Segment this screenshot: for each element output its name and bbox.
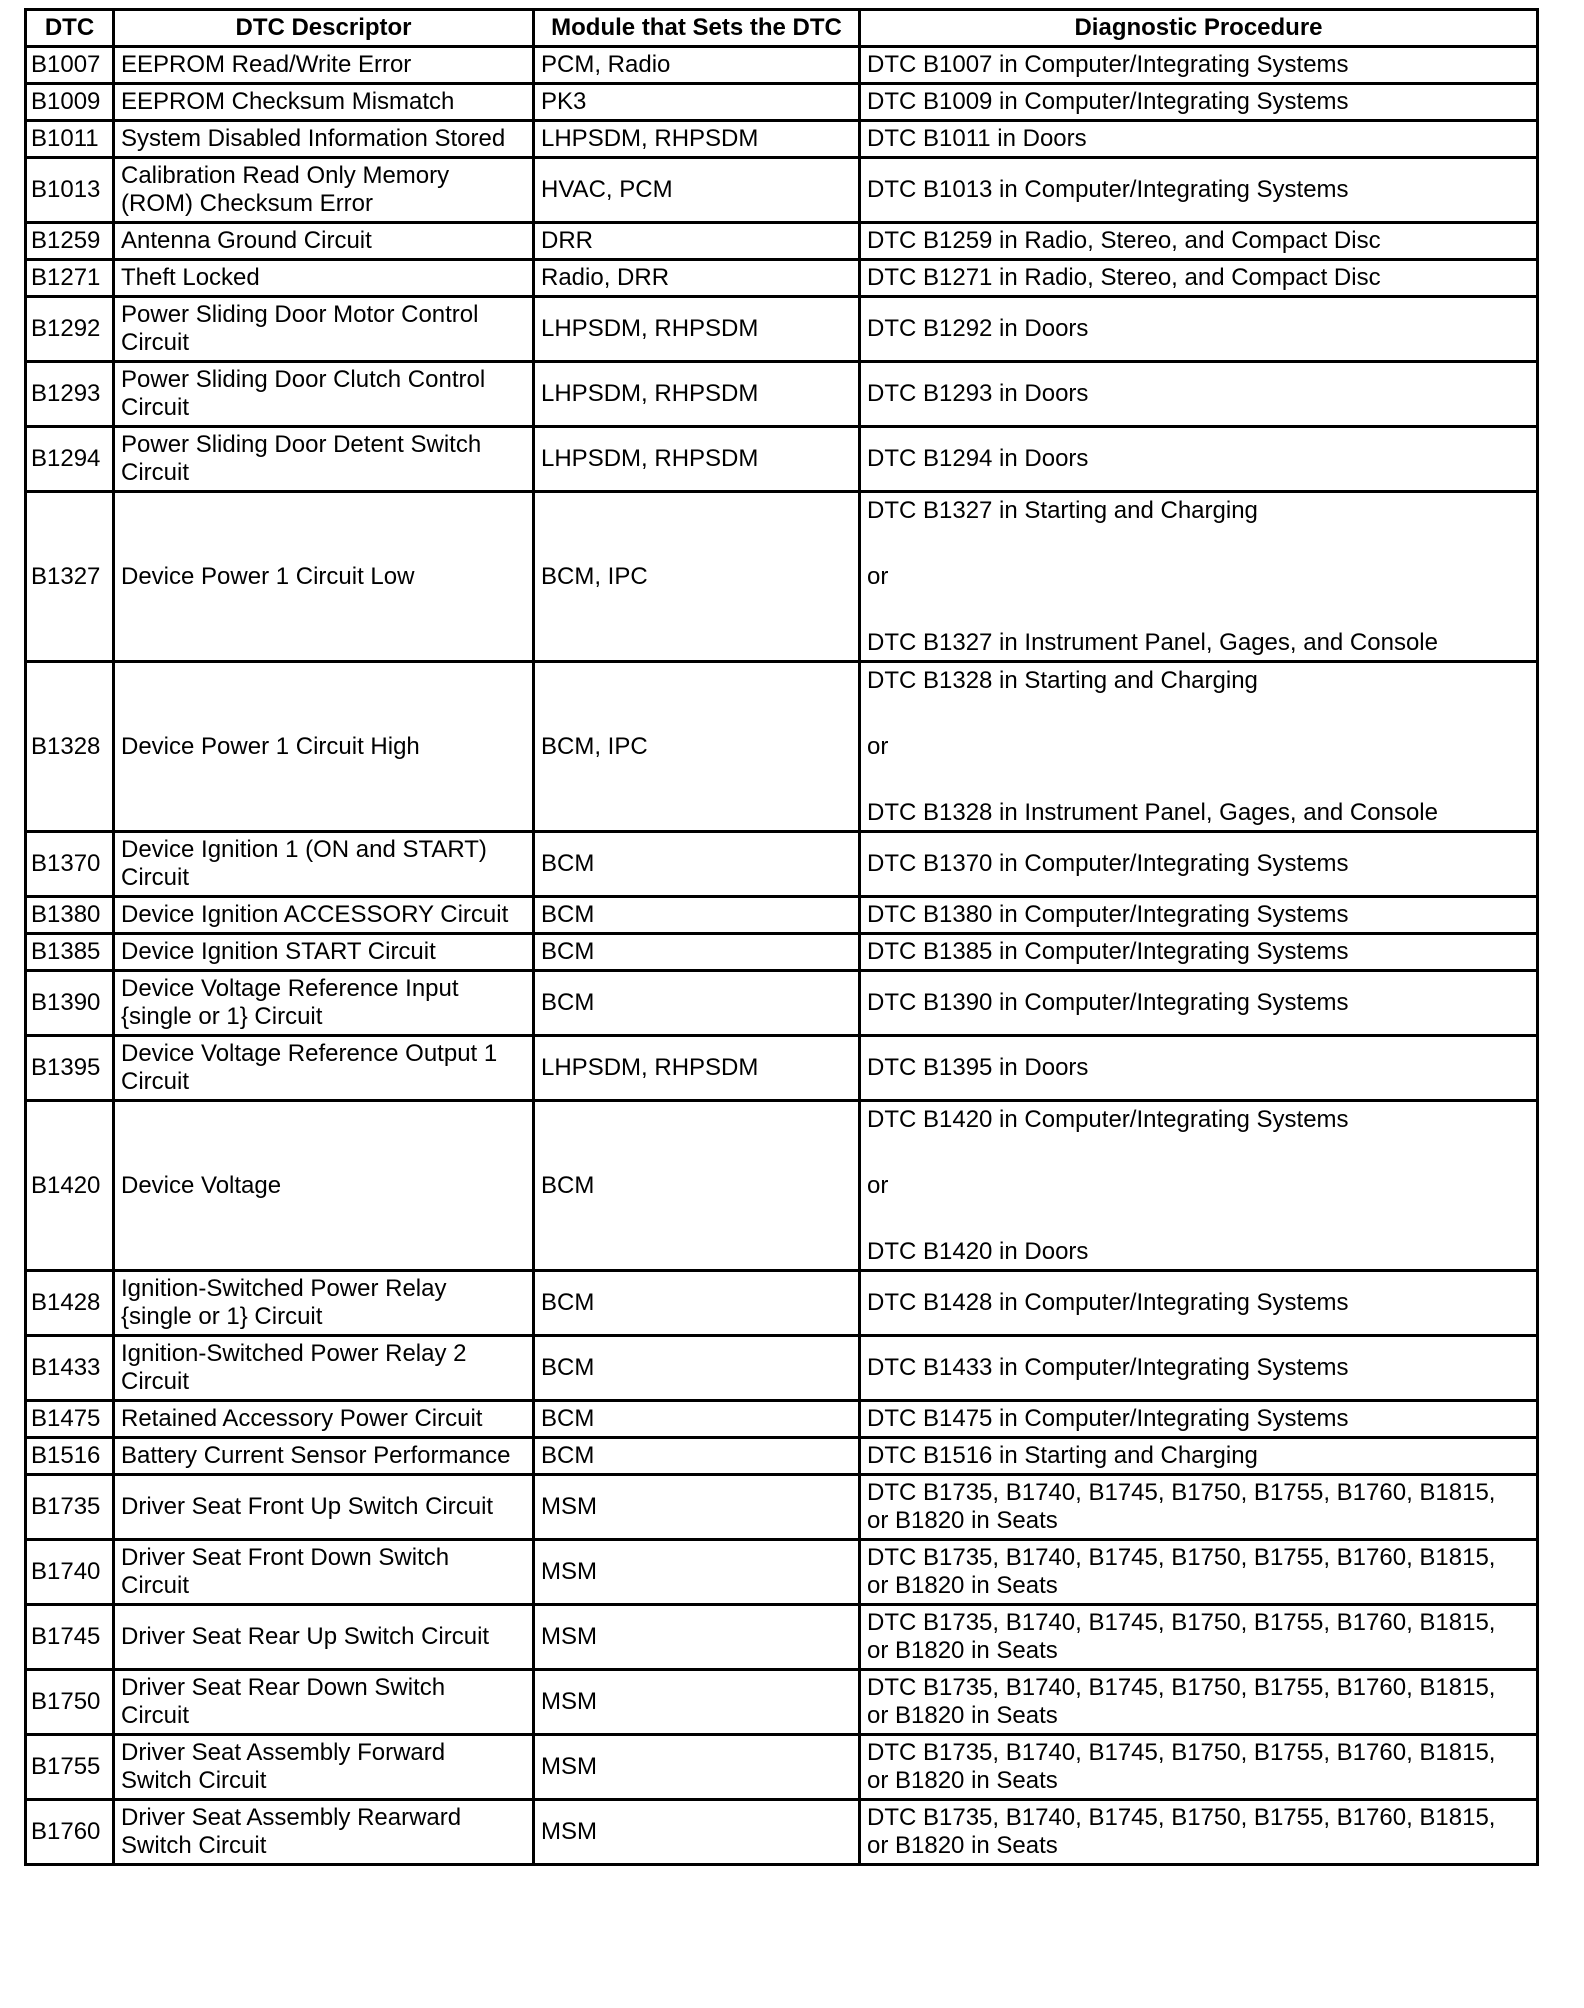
table-row <box>26 1605 1538 1670</box>
procedure-line: DTC B1390 in Computer/Integrating Systems <box>867 989 1349 1016</box>
descriptor-line: Driver Seat Rear Down Switch <box>121 1674 446 1701</box>
header-dtc: DTC <box>26 10 114 47</box>
procedure-line: DTC B1294 in Doors <box>867 445 1089 472</box>
dtc-descriptor-cell <box>114 832 534 897</box>
table-row <box>26 121 1538 158</box>
table-header-row <box>26 10 1538 47</box>
procedure-line: DTC B1735, B1740, B1745, B1750, B1755, B1760, B1815, <box>867 1479 1496 1506</box>
procedure-line: or <box>867 562 889 590</box>
dtc-descriptor-cell <box>114 1401 534 1438</box>
dtc-descriptor-cell <box>114 1438 534 1475</box>
dtc-code-cell: B1009 <box>26 84 114 121</box>
procedure-line: DTC B1259 in Radio, Stereo, and Compact Disc <box>867 227 1381 254</box>
descriptor-line: Driver Seat Front Down Switch <box>121 1544 450 1571</box>
dtc-code-cell: B1271 <box>26 260 114 297</box>
descriptor-line: Circuit <box>121 1572 190 1599</box>
descriptor-line: {single or 1} Circuit <box>121 1303 323 1330</box>
module-cell: LHPSDM, RHPSDM <box>534 297 860 362</box>
module-cell: PK3 <box>534 84 860 121</box>
diagnostic-procedure-cell <box>860 1735 1538 1800</box>
descriptor-line: Driver Seat Assembly Rearward <box>121 1804 462 1831</box>
dtc-descriptor-cell <box>114 297 534 362</box>
module-cell: HVAC, PCM <box>534 158 860 223</box>
table-row <box>26 1540 1538 1605</box>
procedure-line: DTC B1475 in Computer/Integrating Systems <box>867 1405 1349 1432</box>
procedure-line: DTC B1428 in Computer/Integrating Systems <box>867 1289 1349 1316</box>
procedure-line: DTC B1009 in Computer/Integrating Systems <box>867 88 1349 115</box>
table-row <box>26 971 1538 1036</box>
dtc-descriptor-cell <box>114 158 534 223</box>
dtc-code-cell: B1420 <box>26 1101 114 1271</box>
procedure-line: DTC B1013 in Computer/Integrating Systems <box>867 176 1349 203</box>
table-row <box>26 492 1538 662</box>
module-cell: LHPSDM, RHPSDM <box>534 362 860 427</box>
dtc-table <box>24 8 1539 1866</box>
module-cell: BCM, IPC <box>534 492 860 662</box>
diagnostic-procedure-cell <box>860 832 1538 897</box>
procedure-line: DTC B1735, B1740, B1745, B1750, B1755, B1760, B1815, <box>867 1674 1496 1701</box>
descriptor-line: Ignition-Switched Power Relay <box>121 1275 447 1302</box>
dtc-descriptor-cell <box>114 1540 534 1605</box>
module-cell: BCM <box>534 1401 860 1438</box>
procedure-line: or B1820 in Seats <box>867 1767 1058 1794</box>
procedure-line: or B1820 in Seats <box>867 1832 1058 1859</box>
dtc-descriptor-cell <box>114 934 534 971</box>
module-cell: MSM <box>534 1540 860 1605</box>
dtc-code-cell: B1293 <box>26 362 114 427</box>
diagnostic-procedure-cell <box>860 362 1538 427</box>
descriptor-line: Device Power 1 Circuit High <box>121 732 420 760</box>
diagnostic-procedure-cell <box>860 934 1538 971</box>
diagnostic-procedure-cell <box>860 1475 1538 1540</box>
procedure-line: or <box>867 732 889 760</box>
dtc-code-cell: B1428 <box>26 1271 114 1336</box>
module-cell: BCM <box>534 1271 860 1336</box>
descriptor-line: Device Power 1 Circuit Low <box>121 562 415 590</box>
procedure-line: or B1820 in Seats <box>867 1702 1058 1729</box>
table-row <box>26 934 1538 971</box>
diagnostic-procedure-cell <box>860 427 1538 492</box>
procedure-line: DTC B1293 in Doors <box>867 380 1089 407</box>
procedure-line: DTC B1327 in Instrument Panel, Gages, and Console <box>867 628 1438 656</box>
module-cell: BCM <box>534 1438 860 1475</box>
procedure-line: DTC B1011 in Doors <box>867 125 1087 152</box>
module-cell: BCM <box>534 934 860 971</box>
descriptor-line: Power Sliding Door Detent Switch <box>121 431 482 458</box>
table-row <box>26 260 1538 297</box>
descriptor-line: Device Ignition 1 (ON and START) <box>121 836 487 863</box>
descriptor-line: Circuit <box>121 864 190 891</box>
table-row <box>26 1475 1538 1540</box>
descriptor-line: Driver Seat Front Up Switch Circuit <box>121 1493 494 1520</box>
diagnostic-procedure-cell <box>860 1540 1538 1605</box>
dtc-code-cell: B1259 <box>26 223 114 260</box>
descriptor-line: Power Sliding Door Clutch Control <box>121 366 486 393</box>
diagnostic-procedure-cell <box>860 47 1538 84</box>
diagnostic-procedure-cell <box>860 662 1538 832</box>
diagnostic-procedure-cell <box>860 492 1538 662</box>
procedure-line: DTC B1420 in Doors <box>867 1237 1089 1265</box>
diagnostic-procedure-cell <box>860 1438 1538 1475</box>
table-row <box>26 1336 1538 1401</box>
descriptor-line: {single or 1} Circuit <box>121 1003 323 1030</box>
descriptor-line: (ROM) Checksum Error <box>121 190 374 217</box>
header-module: Module that Sets the DTC <box>534 10 860 47</box>
descriptor-line: Calibration Read Only Memory <box>121 162 450 189</box>
table-row <box>26 1401 1538 1438</box>
module-cell: MSM <box>534 1475 860 1540</box>
diagnostic-procedure-cell <box>860 1605 1538 1670</box>
module-cell: MSM <box>534 1800 860 1865</box>
table-row <box>26 1036 1538 1101</box>
procedure-line: DTC B1380 in Computer/Integrating Systems <box>867 901 1349 928</box>
procedure-line: or B1820 in Seats <box>867 1637 1058 1664</box>
dtc-code-cell: B1380 <box>26 897 114 934</box>
procedure-line: DTC B1271 in Radio, Stereo, and Compact Disc <box>867 264 1381 291</box>
table-row <box>26 662 1538 832</box>
dtc-code-cell: B1735 <box>26 1475 114 1540</box>
module-cell: LHPSDM, RHPSDM <box>534 1036 860 1101</box>
module-cell: BCM <box>534 1336 860 1401</box>
dtc-code-cell: B1395 <box>26 1036 114 1101</box>
procedure-line: DTC B1328 in Instrument Panel, Gages, and Console <box>867 798 1438 826</box>
dtc-descriptor-cell <box>114 897 534 934</box>
procedure-line: or B1820 in Seats <box>867 1572 1058 1599</box>
procedure-line: DTC B1735, B1740, B1745, B1750, B1755, B1760, B1815, <box>867 1804 1496 1831</box>
table-row <box>26 297 1538 362</box>
table-row <box>26 362 1538 427</box>
dtc-code-cell: B1328 <box>26 662 114 832</box>
procedure-line: DTC B1395 in Doors <box>867 1054 1089 1081</box>
table-row <box>26 1735 1538 1800</box>
dtc-code-cell: B1327 <box>26 492 114 662</box>
dtc-code-cell: B1292 <box>26 297 114 362</box>
diagnostic-procedure-cell <box>860 1271 1538 1336</box>
module-cell: PCM, Radio <box>534 47 860 84</box>
dtc-code-cell: B1433 <box>26 1336 114 1401</box>
table-row <box>26 1101 1538 1271</box>
table-row <box>26 223 1538 260</box>
module-cell: BCM <box>534 897 860 934</box>
descriptor-line: Device Ignition ACCESSORY Circuit <box>121 901 509 928</box>
dtc-code-cell: B1745 <box>26 1605 114 1670</box>
descriptor-line: Circuit <box>121 1068 190 1095</box>
dtc-descriptor-cell <box>114 260 534 297</box>
diagnostic-procedure-cell <box>860 223 1538 260</box>
module-cell: LHPSDM, RHPSDM <box>534 121 860 158</box>
module-cell: MSM <box>534 1670 860 1735</box>
descriptor-line: Power Sliding Door Motor Control <box>121 301 479 328</box>
dtc-code-cell: B1750 <box>26 1670 114 1735</box>
descriptor-line: Device Ignition START Circuit <box>121 938 436 965</box>
dtc-descriptor-cell <box>114 362 534 427</box>
table-row <box>26 427 1538 492</box>
procedure-line: or B1820 in Seats <box>867 1507 1058 1534</box>
diagnostic-procedure-cell <box>860 1036 1538 1101</box>
dtc-descriptor-cell <box>114 971 534 1036</box>
module-cell: LHPSDM, RHPSDM <box>534 427 860 492</box>
diagnostic-procedure-cell <box>860 1401 1538 1438</box>
dtc-code-cell: B1011 <box>26 121 114 158</box>
descriptor-line: Circuit <box>121 459 190 486</box>
diagnostic-procedure-cell <box>860 897 1538 934</box>
diagnostic-procedure-cell <box>860 121 1538 158</box>
procedure-line: DTC B1433 in Computer/Integrating Systems <box>867 1354 1349 1381</box>
table-body <box>26 47 1538 1865</box>
dtc-descriptor-cell <box>114 1670 534 1735</box>
procedure-line: DTC B1735, B1740, B1745, B1750, B1755, B1760, B1815, <box>867 1739 1496 1766</box>
procedure-line: DTC B1516 in Starting and Charging <box>867 1442 1258 1469</box>
dtc-descriptor-cell <box>114 47 534 84</box>
table-row <box>26 1800 1538 1865</box>
descriptor-line: EEPROM Read/Write Error <box>121 51 412 78</box>
table-row <box>26 1271 1538 1336</box>
header-dtc-descriptor: DTC Descriptor <box>114 10 534 47</box>
diagnostic-procedure-cell <box>860 1336 1538 1401</box>
descriptor-line: Circuit <box>121 394 190 421</box>
table-row <box>26 84 1538 121</box>
dtc-code-cell: B1475 <box>26 1401 114 1438</box>
procedure-line: DTC B1007 in Computer/Integrating Systems <box>867 51 1349 78</box>
procedure-line: DTC B1327 in Starting and Charging <box>867 496 1258 524</box>
diagnostic-procedure-cell <box>860 158 1538 223</box>
descriptor-line: Retained Accessory Power Circuit <box>121 1405 483 1432</box>
descriptor-line: Theft Locked <box>121 264 260 291</box>
table-row <box>26 47 1538 84</box>
descriptor-line: Device Voltage Reference Output 1 <box>121 1040 498 1067</box>
dtc-descriptor-cell <box>114 1605 534 1670</box>
module-cell: MSM <box>534 1605 860 1670</box>
dtc-code-cell: B1013 <box>26 158 114 223</box>
header-diagnostic-procedure: Diagnostic Procedure <box>860 10 1538 47</box>
dtc-descriptor-cell <box>114 1800 534 1865</box>
descriptor-line: Switch Circuit <box>121 1767 267 1794</box>
table-row <box>26 1670 1538 1735</box>
dtc-descriptor-cell <box>114 1271 534 1336</box>
descriptor-line: Circuit <box>121 1368 190 1395</box>
descriptor-line: Driver Seat Assembly Forward <box>121 1739 446 1766</box>
dtc-descriptor-cell <box>114 1336 534 1401</box>
table-row <box>26 832 1538 897</box>
procedure-line: DTC B1735, B1740, B1745, B1750, B1755, B1760, B1815, <box>867 1609 1496 1636</box>
dtc-code-cell: B1390 <box>26 971 114 1036</box>
diagnostic-procedure-cell <box>860 971 1538 1036</box>
descriptor-line: Ignition-Switched Power Relay 2 <box>121 1340 467 1367</box>
dtc-descriptor-cell <box>114 223 534 260</box>
dtc-descriptor-cell <box>114 1735 534 1800</box>
dtc-descriptor-cell <box>114 427 534 492</box>
diagnostic-procedure-cell <box>860 1800 1538 1865</box>
diagnostic-procedure-cell <box>860 260 1538 297</box>
dtc-code-cell: B1385 <box>26 934 114 971</box>
dtc-descriptor-cell <box>114 84 534 121</box>
dtc-code-cell: B1760 <box>26 1800 114 1865</box>
dtc-descriptor-cell <box>114 1101 534 1271</box>
table-row <box>26 1438 1538 1475</box>
descriptor-line: Antenna Ground Circuit <box>121 227 372 254</box>
descriptor-line: Device Voltage Reference Input <box>121 975 459 1002</box>
module-cell: BCM, IPC <box>534 662 860 832</box>
table-row <box>26 158 1538 223</box>
table-row <box>26 897 1538 934</box>
descriptor-line: Battery Current Sensor Performance <box>121 1442 511 1469</box>
diagnostic-procedure-cell <box>860 1670 1538 1735</box>
descriptor-line: Circuit <box>121 329 190 356</box>
dtc-descriptor-cell <box>114 662 534 832</box>
dtc-descriptor-cell <box>114 121 534 158</box>
procedure-line: or <box>867 1171 889 1199</box>
dtc-code-cell: B1294 <box>26 427 114 492</box>
procedure-line: DTC B1735, B1740, B1745, B1750, B1755, B1760, B1815, <box>867 1544 1496 1571</box>
procedure-line: DTC B1420 in Computer/Integrating Systems <box>867 1105 1349 1133</box>
descriptor-line: EEPROM Checksum Mismatch <box>121 88 455 115</box>
module-cell: DRR <box>534 223 860 260</box>
descriptor-line: Switch Circuit <box>121 1832 267 1859</box>
diagnostic-procedure-cell <box>860 84 1538 121</box>
dtc-code-cell: B1007 <box>26 47 114 84</box>
procedure-line: DTC B1328 in Starting and Charging <box>867 666 1258 694</box>
module-cell: BCM <box>534 971 860 1036</box>
procedure-line: DTC B1292 in Doors <box>867 315 1089 342</box>
descriptor-line: System Disabled Information Stored <box>121 125 506 152</box>
dtc-code-cell: B1740 <box>26 1540 114 1605</box>
diagnostic-procedure-cell <box>860 297 1538 362</box>
dtc-descriptor-cell <box>114 1036 534 1101</box>
procedure-line: DTC B1370 in Computer/Integrating Systems <box>867 850 1349 877</box>
dtc-code-cell: B1370 <box>26 832 114 897</box>
module-cell: Radio, DRR <box>534 260 860 297</box>
dtc-descriptor-cell <box>114 492 534 662</box>
descriptor-line: Driver Seat Rear Up Switch Circuit <box>121 1623 490 1650</box>
descriptor-line: Device Voltage <box>121 1171 282 1199</box>
module-cell: MSM <box>534 1735 860 1800</box>
dtc-code-cell: B1755 <box>26 1735 114 1800</box>
procedure-line: DTC B1385 in Computer/Integrating Systems <box>867 938 1349 965</box>
module-cell: BCM <box>534 1101 860 1271</box>
dtc-code-cell: B1516 <box>26 1438 114 1475</box>
module-cell: BCM <box>534 832 860 897</box>
diagnostic-procedure-cell <box>860 1101 1538 1271</box>
descriptor-line: Circuit <box>121 1702 190 1729</box>
dtc-descriptor-cell <box>114 1475 534 1540</box>
